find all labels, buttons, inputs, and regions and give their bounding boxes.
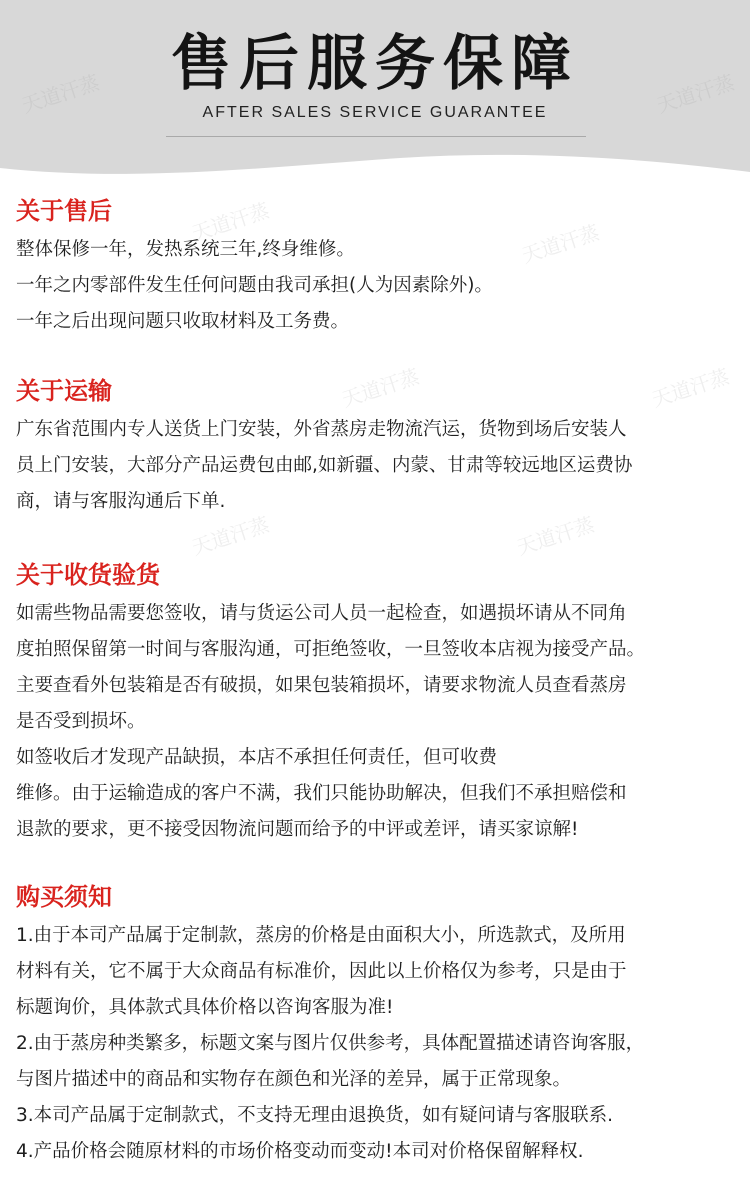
section-line: 是否受到损坏。 bbox=[16, 711, 146, 732]
section-purchase-notice bbox=[16, 882, 742, 1170]
page-subtitle: AFTER SALES SERVICE GUARANTEE bbox=[202, 104, 548, 121]
section-line: 1.由于本司产品属于定制款，蒸房的价格是由面积大小，所选款式，及所用 bbox=[16, 925, 626, 946]
section-line: 主要查看外包装箱是否有破损，如果包装箱损坏，请要求物流人员查看蒸房 bbox=[16, 675, 627, 696]
section-line: 商，请与客服沟通后下单. bbox=[16, 491, 226, 512]
watermark-text: 天道汗蒸 bbox=[513, 512, 598, 560]
section-receiving-inspection bbox=[16, 560, 742, 848]
section-title: 购买须知 bbox=[16, 882, 112, 911]
section-line: 退款的要求，更不接受因物流问题而给予的中评或差评，请买家谅解! bbox=[16, 819, 579, 840]
page-title: 售后服务保障 bbox=[171, 29, 579, 99]
watermark-text: 天道汗蒸 bbox=[648, 364, 733, 412]
watermark-text: 天道汗蒸 bbox=[338, 364, 423, 412]
section-line: 一年之后出现问题只收取材料及工务费。 bbox=[16, 311, 350, 332]
section-shipping bbox=[16, 376, 742, 520]
section-line: 维修。由于运输造成的客户不满，我们只能协助解决，但我们不承担赔偿和 bbox=[16, 783, 627, 804]
section-line: 整体保修一年，发热系统三年,终身维修。 bbox=[16, 239, 355, 260]
section-line: 如签收后才发现产品缺损，本店不承担任何责任，但可收费 bbox=[16, 747, 498, 768]
section-line: 度拍照保留第一时间与客服沟通，可拒绝签收，一旦签收本店视为接受产品。 bbox=[16, 639, 646, 660]
section-line: 标题询价，具体款式具体价格以咨询客服为准! bbox=[16, 997, 394, 1018]
section-line: 4.产品价格会随原材料的市场价格变动而变动!本司对价格保留解释权. bbox=[16, 1141, 584, 1162]
section-line: 材料有关，它不属于大众商品有标准价，因此以上价格仅为参考，只是由于 bbox=[16, 961, 627, 982]
watermark-text: 天道汗蒸 bbox=[188, 198, 273, 246]
section-line: 广东省范围内专人送货上门安装，外省蒸房走物流汽运，货物到场后安装人 bbox=[16, 419, 627, 440]
section-line: 一年之内零部件发生任何问题由我司承担(人为因素除外)。 bbox=[16, 275, 493, 296]
section-title: 关于售后 bbox=[16, 196, 112, 225]
section-line: 与图片描述中的商品和实物存在颜色和光泽的差异，属于正常现象。 bbox=[16, 1069, 572, 1090]
section-title: 关于收货验货 bbox=[16, 560, 160, 589]
title-divider bbox=[166, 136, 586, 137]
section-line: 3.本司产品属于定制款式，不支持无理由退换货，如有疑问请与客服联系. bbox=[16, 1105, 614, 1126]
page-header bbox=[0, 0, 750, 200]
section-line: 如需些物品需要您签收，请与货运公司人员一起检查，如遇损坏请从不同角 bbox=[16, 603, 627, 624]
watermark-text: 天道汗蒸 bbox=[518, 220, 603, 268]
watermark-text: 天道汗蒸 bbox=[188, 512, 273, 560]
section-after-sales bbox=[16, 196, 742, 340]
section-title: 关于运输 bbox=[16, 376, 112, 405]
section-line: 员上门安装，大部分产品运费包由邮,如新疆、内蒙、甘肃等较远地区运费协 bbox=[16, 455, 633, 476]
section-line: 2.由于蒸房种类繁多，标题文案与图片仅供参考，具体配置描述请咨询客服， bbox=[16, 1033, 645, 1054]
